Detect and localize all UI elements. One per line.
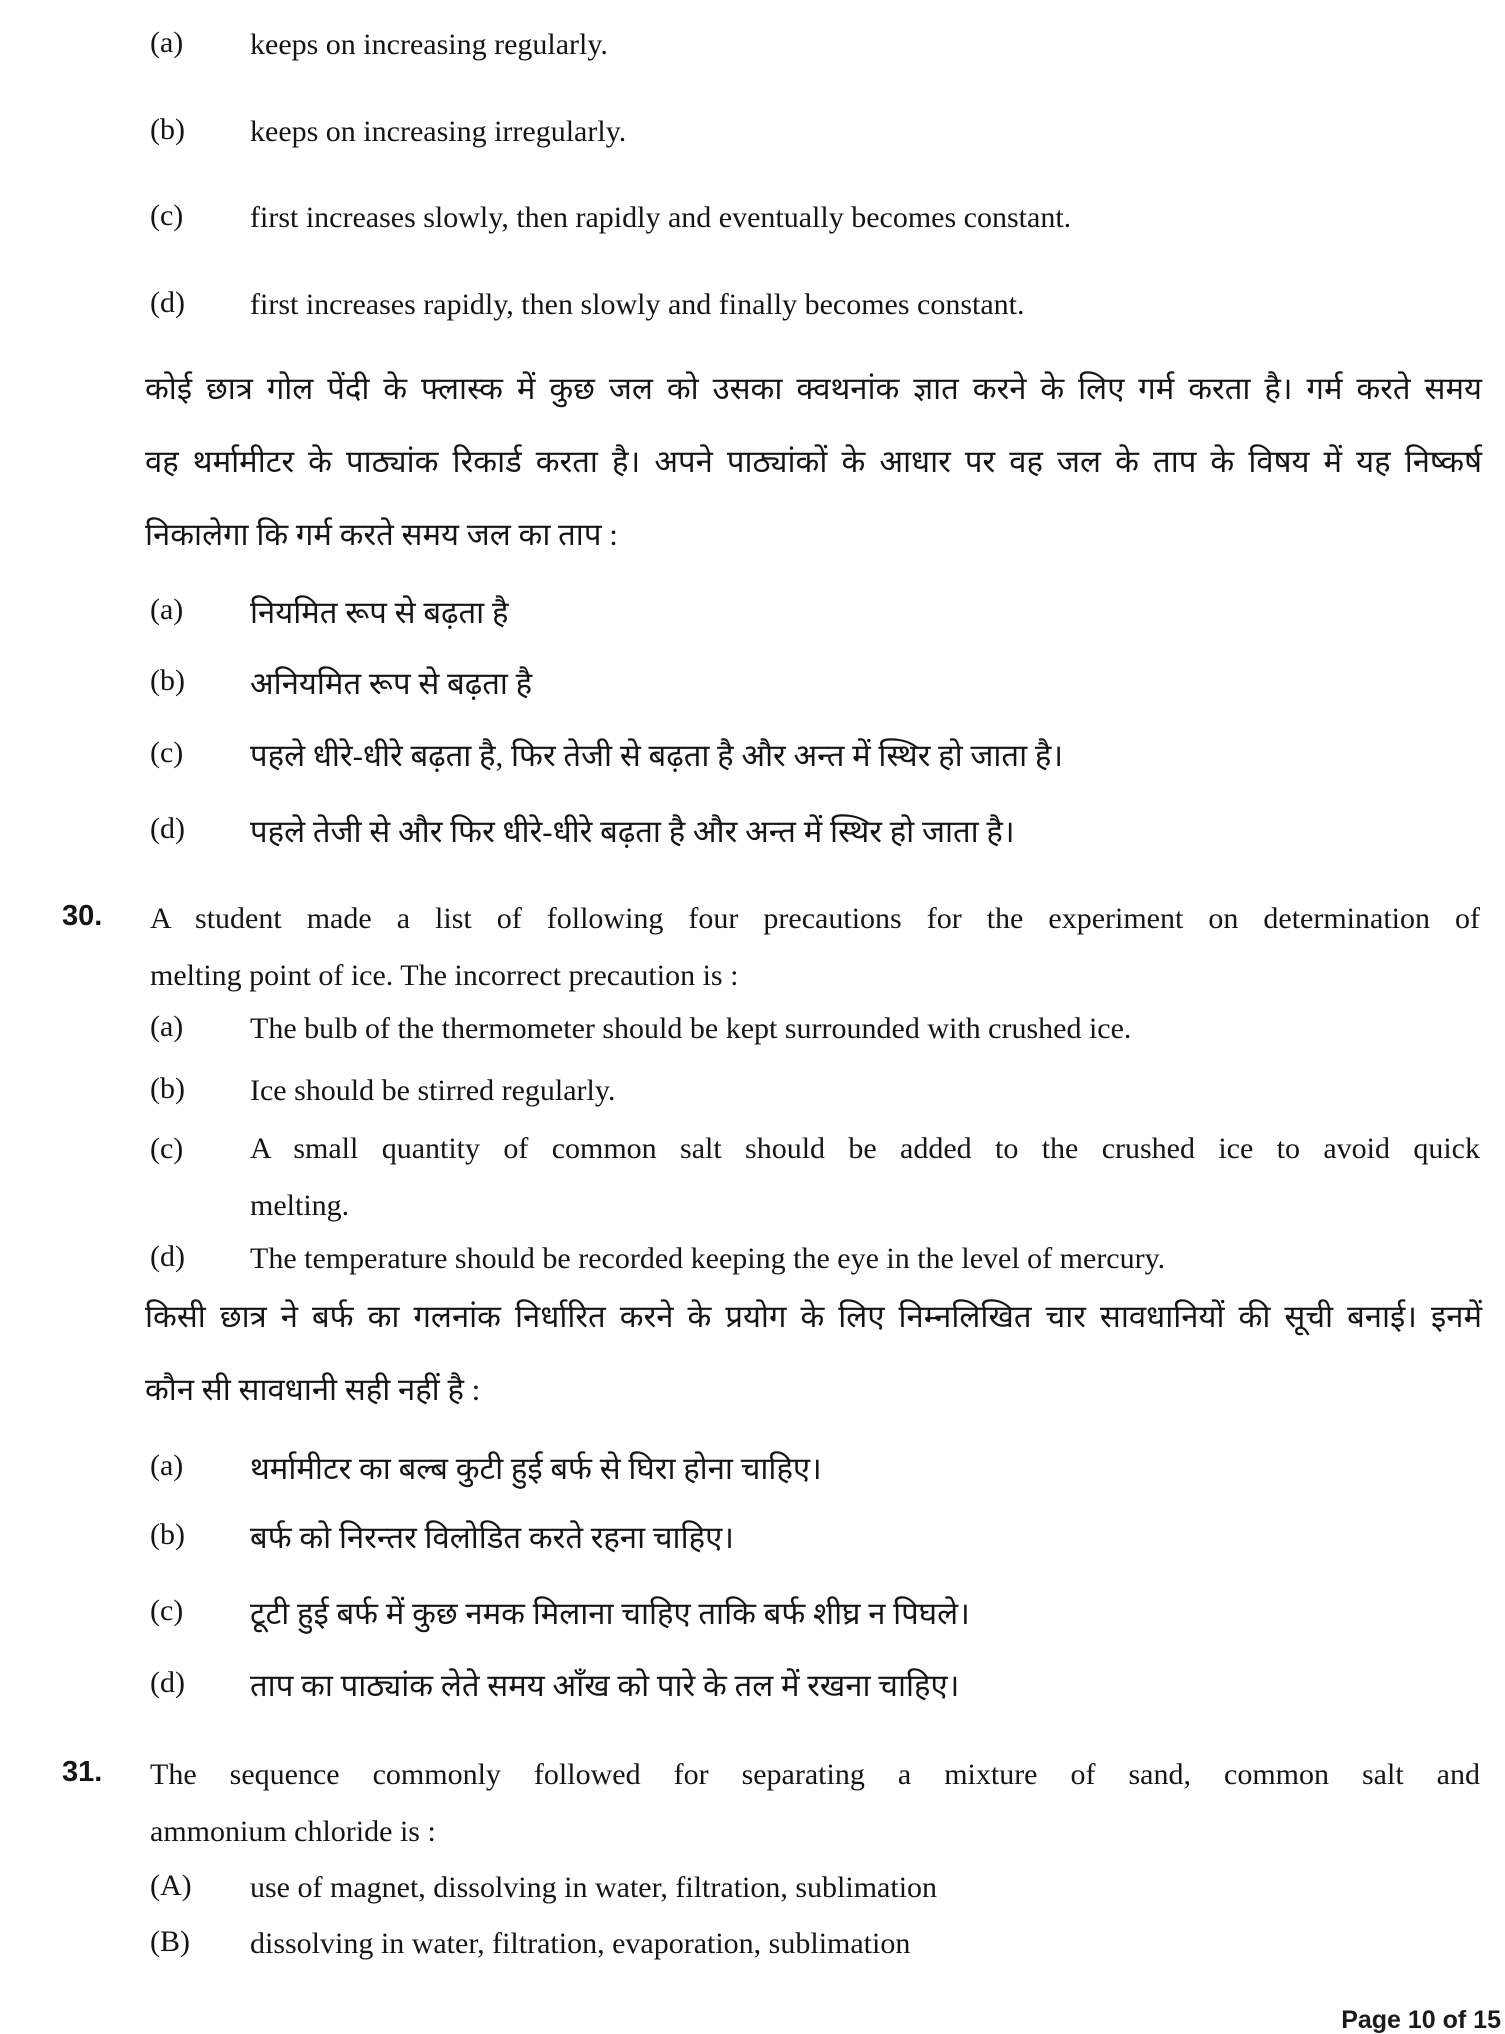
- option-label: (c): [150, 199, 184, 232]
- q31-en-option-B: [150, 1925, 1482, 1963]
- option-text: टूटी हुई बर्फ में कुछ नमक मिलाना चाहिए ताकि बर्फ शीघ्र न पिघले।: [250, 1596, 970, 1631]
- q29-hi-option-c: [150, 736, 1482, 776]
- page-number-footer: Page 10 of 15: [1341, 2006, 1501, 2034]
- text-line: कौन सी सावधानी सही नहीं है :: [145, 1372, 481, 1407]
- q30-hi-option-c: [150, 1594, 1482, 1634]
- q30-en-option-d: [150, 1240, 1482, 1278]
- option-label: (A): [150, 1869, 192, 1902]
- option-label: (a): [150, 26, 184, 59]
- q29-en-option-c: [150, 199, 1482, 237]
- q31-en-option-A: [150, 1869, 1482, 1907]
- option-label: (b): [150, 113, 185, 146]
- option-text: Ice should be stirred regularly.: [250, 1074, 616, 1107]
- option-label: (B): [150, 1925, 190, 1958]
- option-text: बर्फ को निरन्तर विलोडित करते रहना चाहिए।: [250, 1520, 734, 1555]
- q29-hi-option-a: [150, 593, 1482, 633]
- option-label: (b): [150, 664, 185, 697]
- option-text: first increases slowly, then rapidly and eventually becomes constant.: [250, 201, 1072, 234]
- q29-hi-option-b: [150, 664, 1482, 704]
- q29-hi-option-d: [150, 812, 1482, 852]
- option-text: The bulb of the thermometer should be kept surrounded with crushed ice.: [250, 1012, 1132, 1045]
- q29-en-option-b: [150, 113, 1482, 151]
- option-text: The temperature should be recorded keeping the eye in the level of mercury.: [250, 1242, 1166, 1275]
- q31-text: [150, 1746, 1480, 1860]
- q30-hi-option-a: [150, 1449, 1482, 1489]
- q30-question: [62, 890, 1480, 1004]
- text-line: melting point of ice. The incorrect precaution is :: [150, 959, 739, 992]
- text-line: melting.: [250, 1189, 350, 1222]
- option-text: ताप का पाठ्यांक लेते समय आँख को पारे के तल में रखना चाहिए।: [250, 1668, 960, 1703]
- option-text: नियमित रूप से बढ़ता है: [250, 595, 509, 630]
- option-label: (d): [150, 1240, 185, 1273]
- option-label: (d): [150, 286, 185, 319]
- text-line: ammonium chloride is :: [150, 1815, 436, 1848]
- option-label: (a): [150, 1010, 184, 1043]
- option-label: (a): [150, 593, 184, 626]
- option-text: dissolving in water, filtration, evaporation, sublimation: [250, 1927, 911, 1960]
- option-label: (d): [150, 812, 185, 845]
- option-text: अनियमित रूप से बढ़ता है: [250, 666, 533, 701]
- text-line: निकालेगा कि गर्म करते समय जल का ताप :: [145, 517, 618, 552]
- q31-number: 31.: [62, 1756, 103, 1788]
- text-line: कोई छात्र गोल पेंदी के फ्लास्क में कुछ जल को उसका क्वथनांक ज्ञात करने के लिए गर्म करता है। गर्म करते समय: [145, 371, 1482, 406]
- option-text: use of magnet, dissolving in water, filtration, sublimation: [250, 1871, 938, 1904]
- option-text: थर्मामीटर का बल्ब कुटी हुई बर्फ से घिरा होना चाहिए।: [250, 1451, 822, 1486]
- text-line: वह थर्मामीटर के पाठ्यांक रिकार्ड करता है। अपने पाठ्यांकों के आधार पर वह जल के ताप के विषय में यह निष्कर्ष: [145, 444, 1482, 479]
- option-label: (a): [150, 1449, 184, 1482]
- option-text: पहले तेजी से और फिर धीरे-धीरे बढ़ता है और अन्त में स्थिर हो जाता है।: [250, 814, 1015, 849]
- option-text: first increases rapidly, then slowly and finally becomes constant.: [250, 288, 1025, 321]
- option-label: (c): [150, 1594, 184, 1627]
- q29-en-option-a: [150, 26, 1482, 64]
- option-label: (c): [150, 1132, 184, 1165]
- option-text: पहले धीरे-धीरे बढ़ता है, फिर तेजी से बढ़ता है और अन्त में स्थिर हो जाता है।: [250, 738, 1064, 773]
- q31-question: [62, 1746, 1480, 1860]
- q30-text: [150, 890, 1480, 1004]
- q30-en-option-c: [150, 1120, 1482, 1234]
- option-text: [250, 1120, 1480, 1234]
- q30-number: 30.: [62, 900, 103, 932]
- q30-en-option-b: [150, 1072, 1482, 1110]
- option-label: (b): [150, 1518, 185, 1551]
- option-text: keeps on increasing regularly.: [250, 28, 608, 61]
- text-line: A small quantity of common salt should be added to the crushed ice to avoid quick: [250, 1132, 1480, 1165]
- text-line: A student made a list of following four precautions for the experiment on determination of: [150, 902, 1480, 935]
- q30-hi-option-d: [150, 1666, 1482, 1706]
- q29-en-option-d: [150, 286, 1482, 324]
- option-label: (b): [150, 1072, 185, 1105]
- option-label: (d): [150, 1666, 185, 1699]
- q30-en-option-a: [150, 1010, 1482, 1048]
- text-line: किसी छात्र ने बर्फ का गलनांक निर्धारित करने के प्रयोग के लिए निम्नलिखित चार सावधानियों की सूची बनाई। इनमें: [145, 1299, 1482, 1334]
- q30-hindi-passage: [145, 1280, 1482, 1426]
- q30-hi-option-b: [150, 1518, 1482, 1558]
- text-line: The sequence commonly followed for separating a mixture of sand, common salt and: [150, 1758, 1480, 1791]
- option-label: (c): [150, 736, 184, 769]
- option-text: keeps on increasing irregularly.: [250, 115, 627, 148]
- q29-hindi-passage: [145, 352, 1482, 571]
